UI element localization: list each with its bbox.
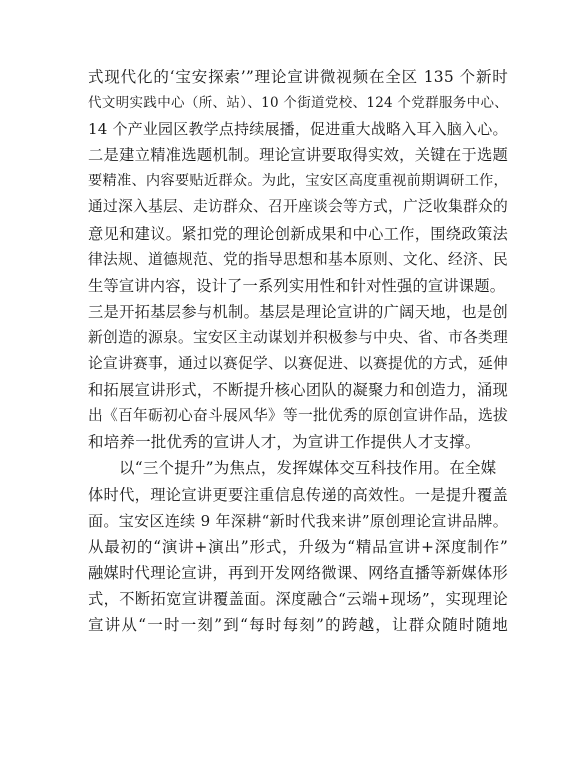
- text-line: 体时代，理论宣讲更要注重信息传递的高效性。一是提升覆盖: [88, 485, 508, 504]
- text-line: 宣讲从“一时一刻”到“每时每刻”的跨越，让群众随时随地: [88, 615, 508, 634]
- text-line: 律法规、道德规范、党的指导思想和基本原则、文化、经济、民: [88, 250, 508, 268]
- text-line: 融媒时代理论宣讲，再到开发网络微课、网络直播等新媒体形: [88, 563, 508, 582]
- text-line: 出《百年砺初心奋斗展风华》等一批优秀的原创宣讲作品，选拔: [88, 407, 508, 425]
- text-line: 生等宣讲内容，设计了一系列实用性和针对性强的宣讲课题。: [88, 276, 506, 295]
- text-line: 新创造的源泉。宝安区主动谋划并积极参与中央、省、市各类理: [88, 328, 508, 346]
- text-line: 三是开拓基层参与机制。基层是理论宣讲的广阔天地，也是创: [88, 302, 508, 321]
- text-line: 式，不断拓宽宣讲覆盖面。深度融合“云端+现场”，实现理论: [88, 589, 508, 608]
- body-text: [88, 64, 508, 638]
- paragraph-first-line: 以“三个提升”为焦点，发挥媒体交互科技作用。在全媒: [119, 459, 497, 478]
- text-line: 意见和建议。紧扣党的理论创新成果和中心工作，围绕政策法: [88, 224, 508, 243]
- text-line: 面。宝安区连续 9 年深耕“新时代我来讲”原创理论宣讲品牌。: [88, 511, 508, 530]
- text-line: 式现代化的‘宝安探索’”理论宣讲微视频在全区 135 个新时: [88, 68, 508, 86]
- text-line: 从最初的“演讲+演出”形式，升级为“精品宣讲+深度制作”: [88, 537, 508, 556]
- text-line: 14 个产业园区教学点持续展播，促进重大战略入耳入脑入心。: [88, 120, 508, 139]
- text-line: 代文明实践中心（所、站）、10 个街道党校、124 个党群服务中心、: [88, 95, 508, 112]
- text-line: 和培养一批优秀的宣讲人才，为宣讲工作提供人才支撑。: [88, 433, 481, 452]
- text-line: 通过深入基层、走访群众、召开座谈会等方式，广泛收集群众的: [88, 198, 508, 216]
- text-line: 和拓展宣讲形式，不断提升核心团队的凝聚力和创造力，涌现: [88, 381, 508, 400]
- text-line: 要精准、内容要贴近群众。为此，宝安区高度重视前期调研工作，: [88, 173, 508, 190]
- text-line: 论宣讲赛事，通过以赛促学、以赛促进、以赛提优的方式，延伸: [88, 355, 508, 373]
- text-line: 二是建立精准选题机制。理论宣讲要取得实效，关键在于选题: [88, 146, 508, 165]
